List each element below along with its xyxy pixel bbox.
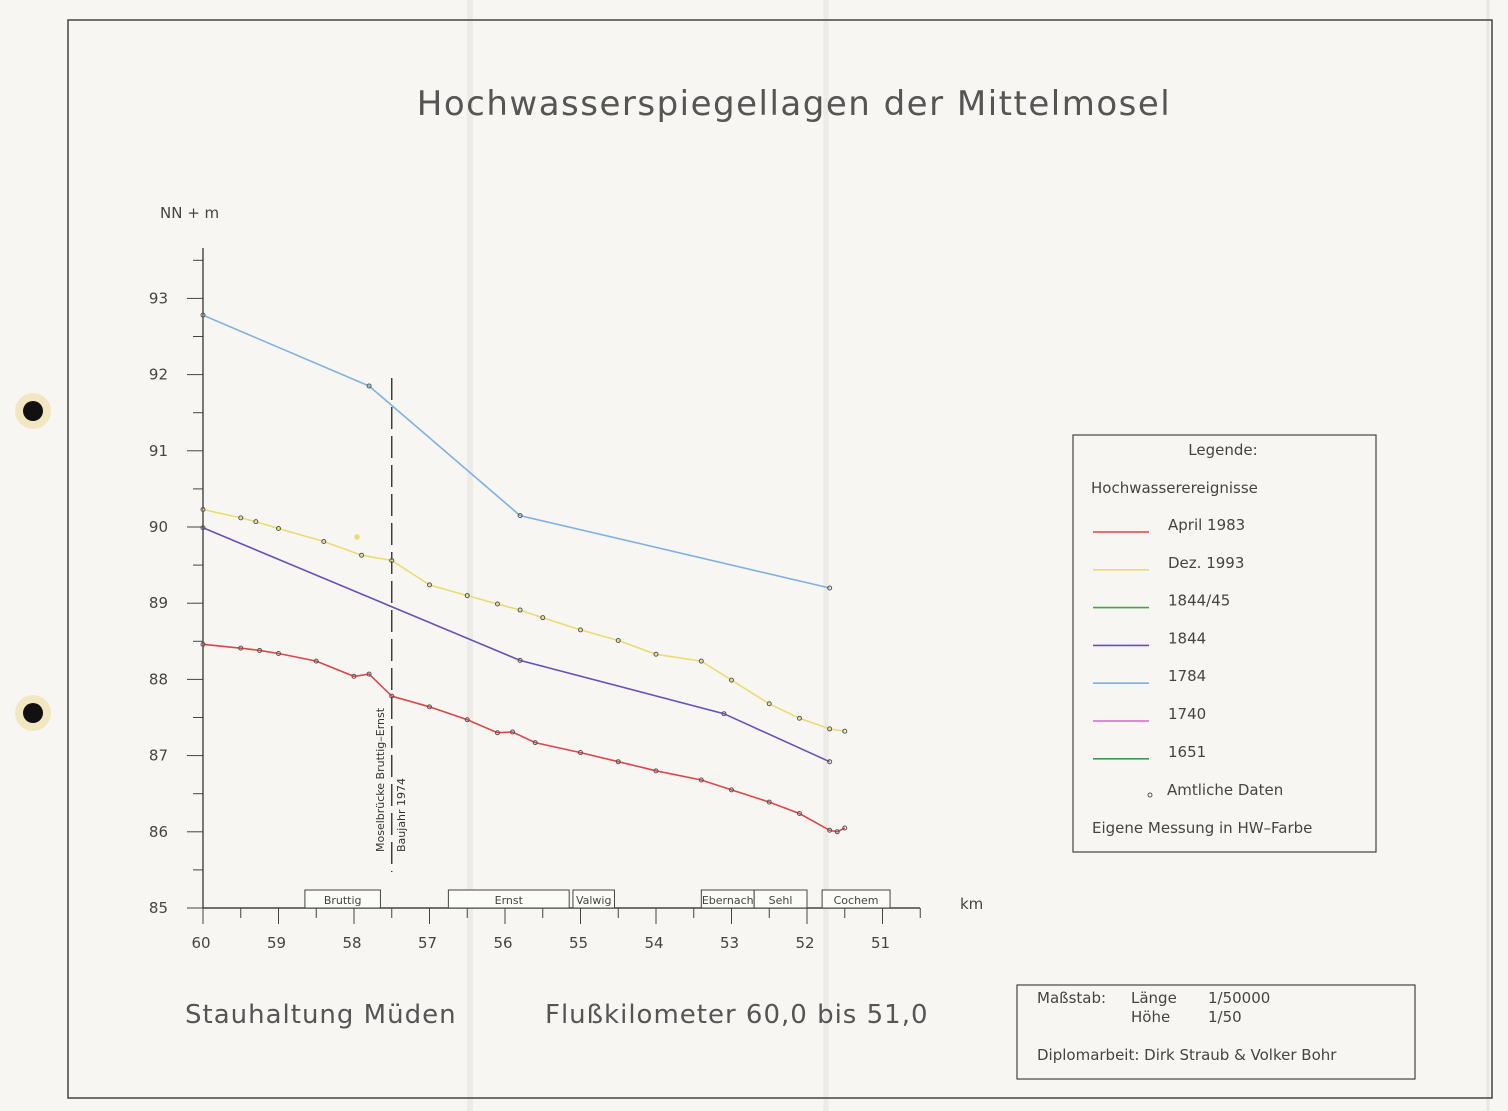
x-tick-label: 57 [417,934,438,952]
y-tick-label: 91 [148,441,168,460]
legend-label: Dez. 1993 [1168,553,1245,572]
place-label: Valwig [575,894,612,907]
series-lines [203,315,845,832]
x-tick-label: 59 [266,934,287,952]
scale-label: Maßstab: [1037,989,1107,1007]
y-tick-label: 88 [148,670,168,689]
legend-title: Legende: [1188,441,1258,459]
series-line [203,510,845,732]
footer-stauhaltung: Stauhaltung Müden [185,1000,457,1030]
scale-laenge-value: 1/50000 [1208,989,1271,1007]
scale-hoehe-label: Höhe [1131,1008,1171,1026]
legend-label: 1740 [1168,705,1207,723]
y-tick-label: 90 [148,518,168,536]
legend-subtitle: Hochwasserereignisse [1091,479,1258,497]
chart-title: Hochwasserspiegellagen der Mittelmosel [416,84,1172,124]
x-tick-label: 53 [719,934,740,952]
place-label: Bruttig [323,894,362,907]
series-line [203,315,830,588]
legend-eigene-label: Eigene Messung in HW–Farbe [1092,819,1313,837]
place-label: Ebernach [701,894,754,907]
x-tick-label: 60 [191,934,211,952]
legend-amtliche-marker [1148,793,1152,797]
y-axis-label: NN + m [160,204,220,222]
bridge-label-line1: Moselbrücke Bruttig–Ernst [374,707,387,852]
punch-hole [23,401,43,421]
y-tick-label: 93 [148,289,168,308]
y-tick-label: 87 [148,746,168,765]
y-tick-label: 92 [148,365,168,384]
bridge-label [395,778,408,852]
place-label: Sehl [768,894,793,907]
punch-hole [23,703,43,723]
x-tick-label: 54 [644,934,664,952]
x-tick-label: 58 [342,934,362,952]
x-axis-label: km [960,895,984,913]
place-boxes [305,890,890,908]
y-tick-label: 85 [148,899,168,917]
footer-flusskilometer: Flußkilometer 60,0 bis 51,0 [545,1000,929,1030]
x-tick-label: 52 [795,934,815,952]
legend-label: April 1983 [1168,516,1246,534]
bridge-label [374,707,387,852]
place-label: Ernst [494,894,523,907]
legend-label: 1844/45 [1168,591,1231,610]
diplomarbeit-credit: Diplomarbeit: Dirk Straub & Volker Bohr [1037,1046,1337,1064]
bridge-label-line2: Baujahr 1974 [395,777,408,852]
legend-label: 1844 [1168,629,1207,648]
series-line [203,644,845,832]
series-line [203,528,830,762]
legend-items [1093,516,1245,761]
x-tick-label: 55 [568,934,589,952]
y-tick-label: 89 [148,594,168,613]
x-tick-label: 56 [493,934,513,952]
scale-hoehe-value: 1/50 [1208,1008,1242,1026]
legend-label: 1784 [1168,667,1207,686]
legend-amtliche-label: Amtliche Daten [1167,781,1284,799]
y-tick-label: 86 [148,822,168,841]
axes [149,248,920,952]
place-label: Cochem [833,894,879,907]
x-tick-label: 51 [870,934,891,952]
series-points [201,313,847,834]
legend-label: 1651 [1168,742,1207,761]
scale-laenge-label: Länge [1131,989,1177,1007]
data-point [355,535,359,539]
